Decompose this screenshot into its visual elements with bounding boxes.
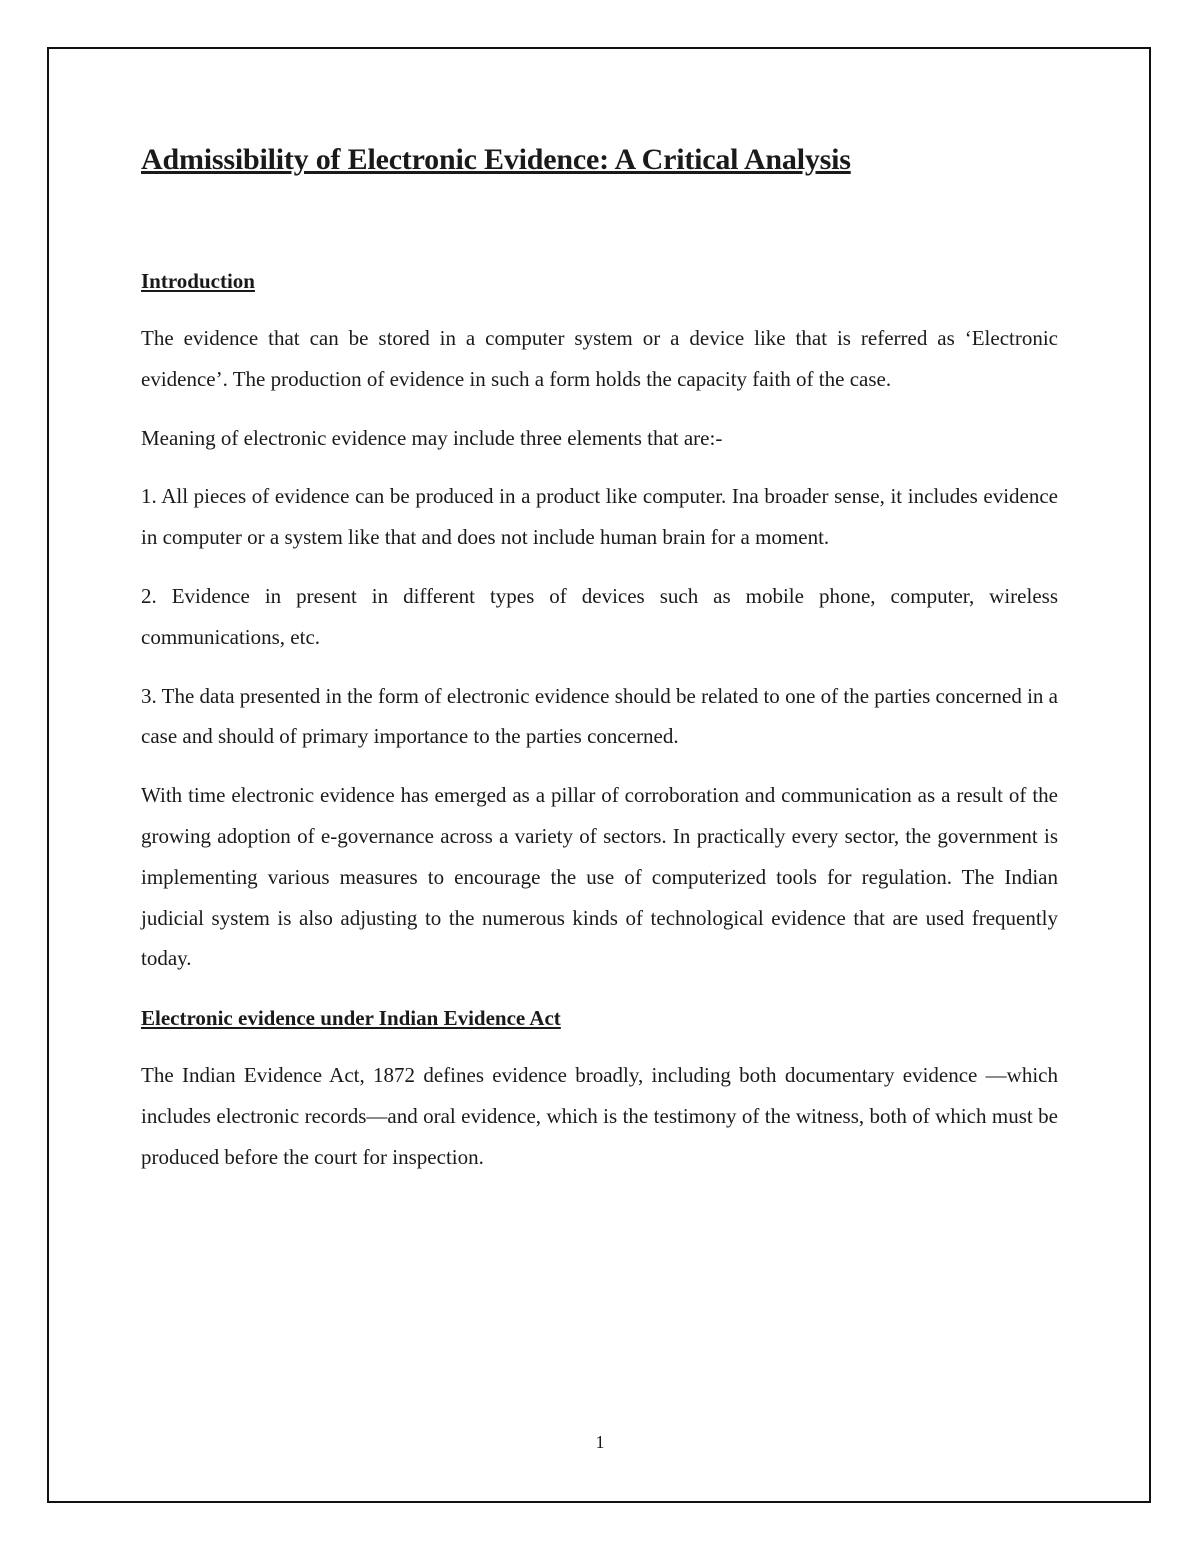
document-title: Admissibility of Electronic Evidence: A Critical Analysis: [141, 143, 851, 176]
page-number: 1: [595, 1432, 605, 1452]
document-body: [141, 140, 1058, 1178]
paragraph-e-governance: With time electronic evidence has emerged as a pillar of corroboration and communication as a result of the growing adoption of e-governance across a variety of sectors. In practically every sector, the government is implementing various measures to encourage the use of computerized tools for regulation. The Indian judicial system is also adjusting to the numerous kinds of technological evidence that are used frequently today.: [141, 783, 1058, 971]
section-heading-indian-evidence-act: Electronic evidence under Indian Evidence Act: [141, 1006, 561, 1031]
paragraph-three-elements: Meaning of electronic evidence may include three elements that are:-: [141, 425, 723, 450]
section-heading-introduction: Introduction: [141, 269, 255, 293]
list-item-element-1: 1. All pieces of evidence can be produced in a product like computer. Ina broader sense, it includes evidence in computer or a system like that and does not include human brain for a moment.: [141, 484, 1058, 550]
paragraph-evidence-act-definition: The Indian Evidence Act, 1872 defines evidence broadly, including both documentary evidence —which includes electronic records—and oral evidence, which is the testimony of the witness, both of which must be produced before the court for inspection.: [141, 1063, 1058, 1169]
paragraph-intro-definition: The evidence that can be stored in a computer system or a device like that is referred as ‘Electronic evidence’. The production of evidence in such a form holds the capacity faith of the case.: [141, 326, 1058, 391]
list-item-element-2: 2. Evidence in present in different types of devices such as mobile phone, computer, wireless communications, etc.: [141, 583, 1058, 649]
list-item-element-3: 3. The data presented in the form of electronic evidence should be related to one of the parties concerned in a case and should of primary importance to the parties concerned.: [141, 683, 1058, 749]
